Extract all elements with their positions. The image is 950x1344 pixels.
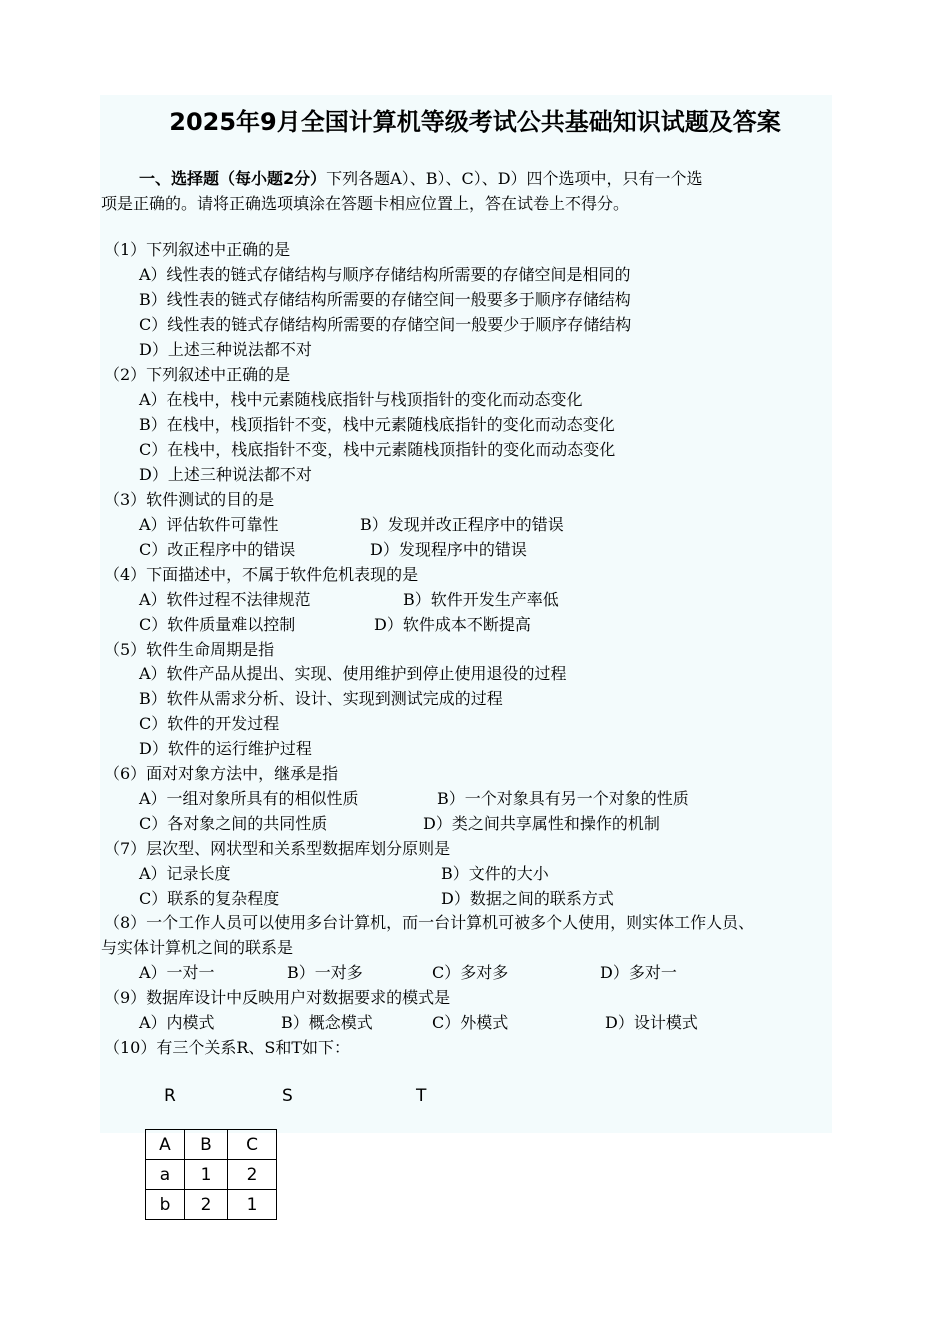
q2-option-d: D）上述三种说法都不对: [139, 465, 312, 484]
table-cell: 2: [185, 1190, 228, 1220]
q4-option-c: C）软件质量难以控制: [139, 615, 296, 634]
question-4: （4）下面描述中，不属于软件危机表现的是: [104, 565, 419, 584]
relation-s-label: S: [282, 1086, 293, 1106]
q6-option-a: A）一组对象所具有的相似性质: [139, 789, 359, 808]
table-cell: 2: [228, 1160, 277, 1190]
table-header-cell: B: [185, 1130, 228, 1160]
q4-option-d: D）软件成本不断提高: [374, 615, 531, 634]
q8-option-b: B）一对多: [287, 963, 363, 982]
q7-option-c: C）联系的复杂程度: [139, 889, 280, 908]
table-header-cell: C: [228, 1130, 277, 1160]
table-row: [146, 1160, 277, 1190]
q4-option-b: B）软件开发生产率低: [403, 590, 559, 609]
table-cell: 1: [185, 1160, 228, 1190]
question-7: （7）层次型、网状型和关系型数据库划分原则是: [104, 839, 451, 858]
question-10: （10）有三个关系R、S和T如下：: [104, 1038, 351, 1057]
q5-option-a: A）软件产品从提出、实现、使用维护到停止使用退役的过程: [139, 664, 567, 683]
q2-option-a: A）在栈中，栈中元素随栈底指针与栈顶指针的变化而动态变化: [139, 390, 583, 409]
table-header-cell: A: [146, 1130, 185, 1160]
q7-option-b: B）文件的大小: [441, 864, 549, 883]
question-9: （9）数据库设计中反映用户对数据要求的模式是: [104, 988, 451, 1007]
q1-option-c: C）线性表的链式存储结构所需要的存储空间一般要少于顺序存储结构: [139, 315, 632, 334]
relation-r-table: [145, 1129, 277, 1220]
relation-t-label: T: [416, 1086, 427, 1106]
q7-option-a: A）记录长度: [139, 864, 231, 883]
q2-option-c: C）在栈中，栈底指针不变，栈中元素随栈顶指针的变化而动态变化: [139, 440, 616, 459]
q8-option-a: A）一对一: [139, 963, 215, 982]
table-row: [146, 1190, 277, 1220]
question-8: （8）一个工作人员可以使用多台计算机，而一台计算机可被多个人使用，则实体工作人员、: [104, 913, 755, 932]
intro-text-2: 项是正确的。请将正确选项填涂在答题卡相应位置上，答在试卷上不得分。: [101, 194, 630, 213]
q3-option-b: B）发现并改正程序中的错误: [360, 515, 564, 534]
question-3: （3）软件测试的目的是: [104, 490, 275, 509]
q1-option-a: A）线性表的链式存储结构与顺序存储结构所需要的存储空间是相同的: [139, 265, 631, 284]
q9-option-d: D）设计模式: [605, 1013, 698, 1032]
table-cell: a: [146, 1160, 185, 1190]
question-1: （1）下列叙述中正确的是: [104, 240, 291, 259]
q9-option-a: A）内模式: [139, 1013, 215, 1032]
q6-option-c: C）各对象之间的共同性质: [139, 814, 328, 833]
section-heading: 一、选择题（每小题2分）: [139, 169, 327, 188]
q9-option-c: C）外模式: [432, 1013, 509, 1032]
q1-option-b: B）线性表的链式存储结构所需要的存储空间一般要多于顺序存储结构: [139, 290, 631, 309]
q4-option-a: A）软件过程不法律规范: [139, 590, 311, 609]
q3-option-c: C）改正程序中的错误: [139, 540, 296, 559]
q5-option-d: D）软件的运行维护过程: [139, 739, 312, 758]
q8-option-c: C）多对多: [432, 963, 509, 982]
table-header-row: [146, 1130, 277, 1160]
q9-option-b: B）概念模式: [281, 1013, 373, 1032]
question-8-cont: 与实体计算机之间的联系是: [101, 938, 294, 957]
relation-r-label: R: [164, 1086, 176, 1106]
question-5: （5）软件生命周期是指: [104, 640, 275, 659]
q2-option-b: B）在栈中，栈顶指针不变，栈中元素随栈底指针的变化而动态变化: [139, 415, 615, 434]
q7-option-d: D）数据之间的联系方式: [441, 889, 614, 908]
intro-line-1: [139, 169, 703, 189]
q3-option-d: D）发现程序中的错误: [370, 540, 527, 559]
q5-option-c: C）软件的开发过程: [139, 714, 280, 733]
question-6: （6）面对对象方法中，继承是指: [104, 764, 339, 783]
table-cell: b: [146, 1190, 185, 1220]
table-cell: 1: [228, 1190, 277, 1220]
q3-option-a: A）评估软件可靠性: [139, 515, 279, 534]
intro-text-1: 下列各题A）、B）、C）、D）四个选项中，只有一个选: [326, 169, 703, 188]
q5-option-b: B）软件从需求分析、设计、实现到测试完成的过程: [139, 689, 503, 708]
q6-option-b: B）一个对象具有另一个对象的性质: [437, 789, 689, 808]
page-title: 2025年9月全国计算机等级考试公共基础知识试题及答案: [169, 108, 781, 136]
q1-option-d: D）上述三种说法都不对: [139, 340, 312, 359]
q8-option-d: D）多对一: [600, 963, 677, 982]
question-2: （2）下列叙述中正确的是: [104, 365, 291, 384]
q6-option-d: D）类之间共享属性和操作的机制: [423, 814, 660, 833]
